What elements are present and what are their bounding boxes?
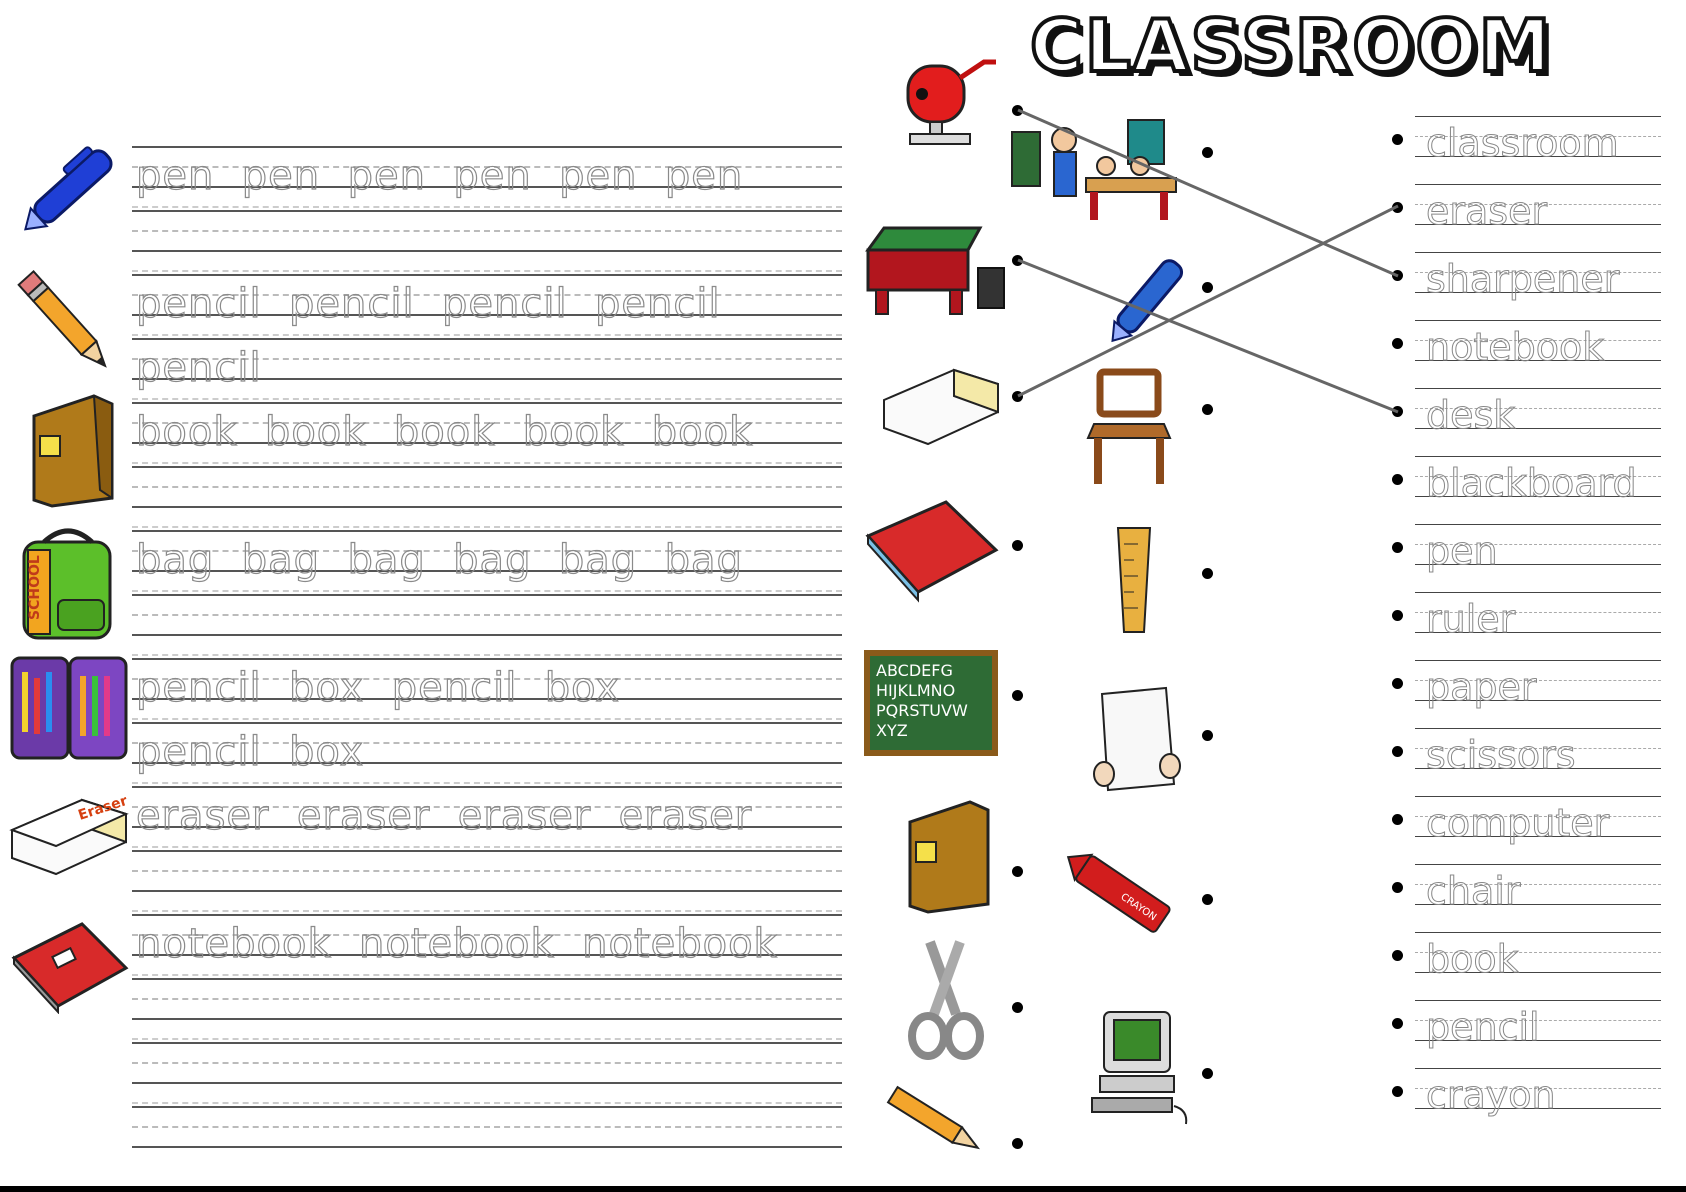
word-paper: paper [1426,665,1537,709]
word-sharpener: sharpener [1426,257,1620,301]
word-chair: chair [1426,869,1521,913]
word-pen: pen [1426,529,1498,573]
trace-eraser: eraser eraser eraser eraser [136,793,753,839]
eraser-label: Eraser [76,792,130,824]
bottom-border [0,1186,1686,1192]
word-crayon: crayon [1426,1073,1556,1117]
blackboard-line-1: ABCDEFG [876,661,953,680]
trace-pencil-box-2: pencil box [136,729,365,775]
word-pencil: pencil [1426,1005,1540,1049]
crayon-label: CRAYON [1118,891,1159,924]
word-notebook: notebook [1426,325,1605,369]
word-blackboard: blackboard [1426,461,1637,505]
word-book: book [1426,937,1519,981]
word-eraser: eraser [1426,189,1548,233]
word-computer: computer [1426,801,1610,845]
match-line-eraser [1018,206,1398,396]
word-desk: desk [1426,393,1516,437]
match-line-desk [1018,260,1398,412]
trace-bag: bag bag bag bag bag bag [136,537,743,583]
match-line-sharpener [1018,110,1398,276]
bag-label: SCHOOL [27,555,43,620]
trace-notebook: notebook notebook notebook [136,921,778,967]
trace-pencil-2: pencil [136,345,262,391]
blackboard-line-3: PQRSTUVW [876,701,968,720]
word-classroom: classroom [1426,121,1619,165]
trace-pen: pen pen pen pen pen pen [136,153,744,199]
trace-book: book book book book book [136,409,754,455]
blackboard-line-2: HIJKLMNO [876,681,956,700]
page-title: CLASSROOM [1030,4,1553,88]
word-ruler: ruler [1426,597,1516,641]
word-scissors: scissors [1426,733,1576,777]
blackboard-line-4: XYZ [876,721,908,740]
trace-pencil: pencil pencil pencil pencil [136,281,721,327]
trace-pencil-box: pencil box pencil box [136,665,621,711]
